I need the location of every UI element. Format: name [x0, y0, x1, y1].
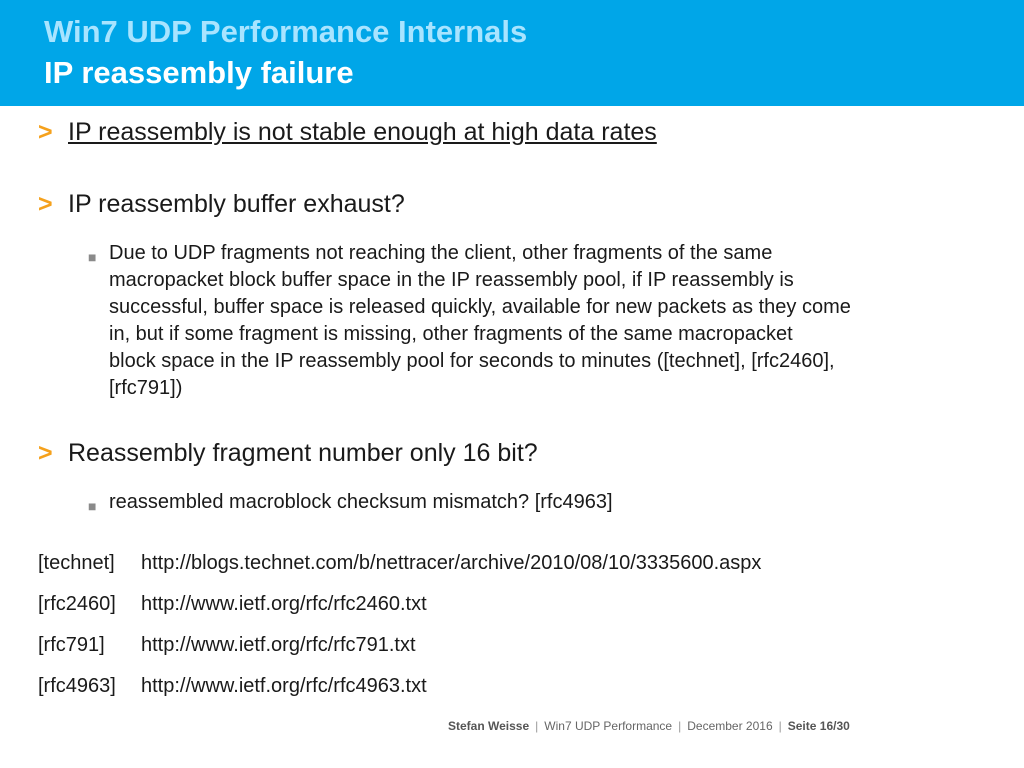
reference-link[interactable]: http://www.ietf.org/rfc/rfc2460.txt: [141, 593, 427, 615]
sub-bullet-line: Due to UDP fragments not reaching the client, other fragments of the same: [109, 242, 773, 264]
reference-link[interactable]: http://www.ietf.org/rfc/rfc791.txt: [141, 634, 416, 656]
bullet-2-text: IP reassembly buffer exhaust?: [68, 190, 405, 218]
reference-key: [technet]: [38, 552, 115, 574]
reference-link[interactable]: http://blogs.technet.com/b/nettracer/archive/2010/08/10/3335600.aspx: [141, 552, 762, 574]
square-bullet-icon: ■: [88, 249, 97, 265]
footer-page: Seite 16: [787, 719, 834, 733]
sub-bullet-line: successful, buffer space is released quickly, available for new packets as they come: [109, 296, 851, 318]
reference-key: [rfc4963]: [38, 675, 116, 697]
sub-bullet-line: [rfc791]): [109, 377, 183, 399]
footer-author: Stefan Weisse: [448, 719, 530, 733]
slide-header: [0, 0, 1024, 106]
bullet-3: [38, 439, 538, 468]
footer-date: December 2016: [687, 719, 773, 733]
footer-page-total: /30: [833, 719, 850, 733]
bullet-2: [38, 190, 405, 219]
arrow-icon: >: [38, 439, 53, 467]
arrow-icon: >: [38, 190, 53, 218]
footer-separator: |: [778, 719, 782, 733]
slide-title: Win7 UDP Performance Internals: [44, 14, 528, 49]
reference-link[interactable]: http://www.ietf.org/rfc/rfc4963.txt: [141, 675, 427, 697]
reference-key: [rfc791]: [38, 634, 105, 656]
slide-footer: [448, 719, 850, 733]
sub-bullet-line: in, but if some fragment is missing, other fragments of the same macropacket: [109, 323, 793, 345]
arrow-icon: >: [38, 118, 53, 146]
bullet-3-text: Reassembly fragment number only 16 bit?: [68, 439, 538, 467]
footer-title: Win7 UDP Performance: [544, 719, 673, 733]
sub-bullet-line: macropacket block buffer space in the IP reassembly pool, if IP reassembly is: [109, 269, 794, 291]
square-bullet-icon: ■: [88, 498, 97, 514]
sub-bullet-line: block space in the IP reassembly pool for seconds to minutes ([technet], [rfc2460],: [109, 350, 835, 372]
slide-subtitle: IP reassembly failure: [44, 55, 354, 90]
sub-bullet-line: reassembled macroblock checksum mismatch? [rfc4963]: [109, 491, 613, 513]
reference-key: [rfc2460]: [38, 593, 116, 615]
bullet-1-text: IP reassembly is not stable enough at high data rates: [68, 118, 657, 146]
footer-separator: |: [535, 719, 539, 733]
footer-separator: |: [678, 719, 682, 733]
bullet-1: [38, 118, 657, 147]
